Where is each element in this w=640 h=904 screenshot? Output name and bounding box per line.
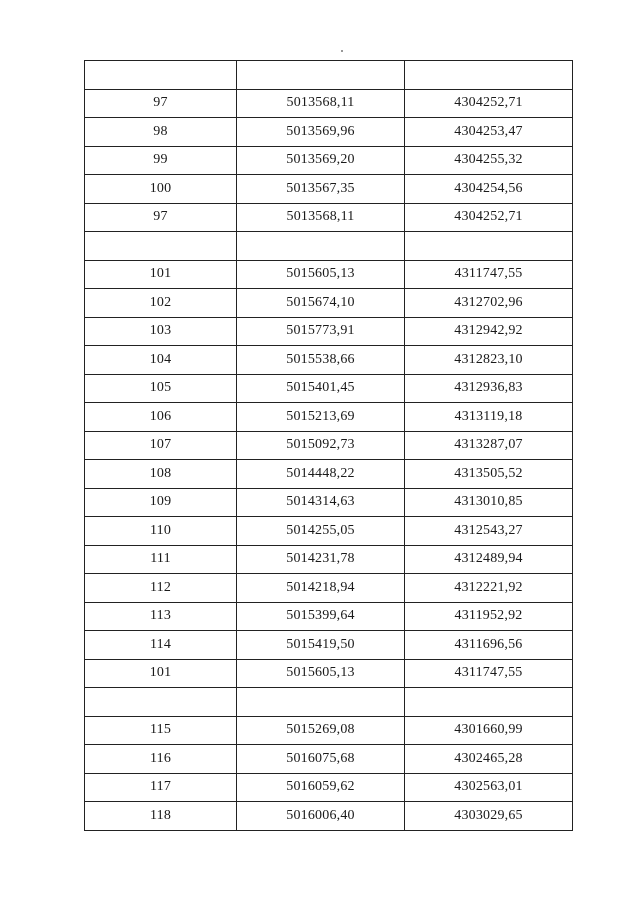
point-number-cell: 118 xyxy=(85,802,237,831)
x-coordinate-cell: 5014314,63 xyxy=(237,488,405,517)
y-coordinate-cell: 4313119,18 xyxy=(405,403,573,432)
table-row xyxy=(85,260,573,289)
y-coordinate-cell: 4312942,92 xyxy=(405,317,573,346)
x-coordinate-cell: 5015419,50 xyxy=(237,631,405,660)
table-row xyxy=(85,659,573,688)
y-coordinate-cell: 4312936,83 xyxy=(405,374,573,403)
table-row xyxy=(85,631,573,660)
point-number-cell: 97 xyxy=(85,89,237,118)
table-row xyxy=(85,773,573,802)
point-number-cell: 98 xyxy=(85,118,237,147)
point-number-cell: 116 xyxy=(85,745,237,774)
y-coordinate-cell: 4311952,92 xyxy=(405,602,573,631)
table-row xyxy=(85,118,573,147)
table-row xyxy=(85,517,573,546)
x-coordinate-cell: 5013568,11 xyxy=(237,89,405,118)
table-row xyxy=(85,488,573,517)
point-number-cell: 112 xyxy=(85,574,237,603)
y-coordinate-cell: 4304252,71 xyxy=(405,89,573,118)
point-number-cell xyxy=(85,232,237,261)
x-coordinate-cell: 5013567,35 xyxy=(237,175,405,204)
point-number-cell: 109 xyxy=(85,488,237,517)
point-number-cell xyxy=(85,688,237,717)
x-coordinate-cell: 5013569,96 xyxy=(237,118,405,147)
x-coordinate-cell: 5015605,13 xyxy=(237,659,405,688)
x-coordinate-cell: 5014218,94 xyxy=(237,574,405,603)
table-row xyxy=(85,545,573,574)
y-coordinate-cell: 4312823,10 xyxy=(405,346,573,375)
point-number-cell: 113 xyxy=(85,602,237,631)
y-coordinate-cell: 4304255,32 xyxy=(405,146,573,175)
point-number-cell: 101 xyxy=(85,260,237,289)
header-cell-point xyxy=(85,61,237,90)
x-coordinate-cell xyxy=(237,688,405,717)
y-coordinate-cell: 4302465,28 xyxy=(405,745,573,774)
table-header-row xyxy=(85,61,573,90)
point-number-cell: 102 xyxy=(85,289,237,318)
y-coordinate-cell: 4302563,01 xyxy=(405,773,573,802)
table-row xyxy=(85,745,573,774)
point-number-cell: 107 xyxy=(85,431,237,460)
table-row xyxy=(85,289,573,318)
coordinates-table xyxy=(84,60,573,831)
table-row xyxy=(85,374,573,403)
y-coordinate-cell xyxy=(405,232,573,261)
y-coordinate-cell: 4303029,65 xyxy=(405,802,573,831)
point-number-cell: 115 xyxy=(85,716,237,745)
point-number-cell: 99 xyxy=(85,146,237,175)
table-row xyxy=(85,460,573,489)
point-number-cell: 101 xyxy=(85,659,237,688)
x-coordinate-cell: 5016006,40 xyxy=(237,802,405,831)
coordinates-table-body xyxy=(85,61,573,831)
point-number-cell: 104 xyxy=(85,346,237,375)
y-coordinate-cell: 4311696,56 xyxy=(405,631,573,660)
table-row xyxy=(85,175,573,204)
y-coordinate-cell: 4304252,71 xyxy=(405,203,573,232)
table-row xyxy=(85,203,573,232)
y-coordinate-cell: 4313287,07 xyxy=(405,431,573,460)
separator-row xyxy=(85,688,573,717)
y-coordinate-cell: 4301660,99 xyxy=(405,716,573,745)
table-row xyxy=(85,602,573,631)
y-coordinate-cell: 4312221,92 xyxy=(405,574,573,603)
table-row xyxy=(85,346,573,375)
header-cell-x xyxy=(237,61,405,90)
separator-row xyxy=(85,232,573,261)
y-coordinate-cell: 4312543,27 xyxy=(405,517,573,546)
point-number-cell: 108 xyxy=(85,460,237,489)
x-coordinate-cell: 5013568,11 xyxy=(237,203,405,232)
point-number-cell: 114 xyxy=(85,631,237,660)
point-number-cell: 100 xyxy=(85,175,237,204)
point-number-cell: 97 xyxy=(85,203,237,232)
table-row xyxy=(85,403,573,432)
point-number-cell: 117 xyxy=(85,773,237,802)
x-coordinate-cell: 5014231,78 xyxy=(237,545,405,574)
table-row xyxy=(85,716,573,745)
point-number-cell: 111 xyxy=(85,545,237,574)
table-row xyxy=(85,89,573,118)
table-row xyxy=(85,574,573,603)
table-row xyxy=(85,431,573,460)
x-coordinate-cell: 5015213,69 xyxy=(237,403,405,432)
x-coordinate-cell: 5016075,68 xyxy=(237,745,405,774)
scan-dot-mark xyxy=(341,50,343,52)
x-coordinate-cell: 5016059,62 xyxy=(237,773,405,802)
y-coordinate-cell: 4311747,55 xyxy=(405,260,573,289)
x-coordinate-cell xyxy=(237,232,405,261)
x-coordinate-cell: 5015773,91 xyxy=(237,317,405,346)
y-coordinate-cell: 4313010,85 xyxy=(405,488,573,517)
y-coordinate-cell: 4312702,96 xyxy=(405,289,573,318)
x-coordinate-cell: 5015605,13 xyxy=(237,260,405,289)
point-number-cell: 106 xyxy=(85,403,237,432)
y-coordinate-cell: 4304254,56 xyxy=(405,175,573,204)
point-number-cell: 110 xyxy=(85,517,237,546)
x-coordinate-cell: 5015269,08 xyxy=(237,716,405,745)
table-row xyxy=(85,146,573,175)
x-coordinate-cell: 5015401,45 xyxy=(237,374,405,403)
y-coordinate-cell: 4311747,55 xyxy=(405,659,573,688)
table-row xyxy=(85,317,573,346)
header-cell-y xyxy=(405,61,573,90)
y-coordinate-cell: 4312489,94 xyxy=(405,545,573,574)
table-row xyxy=(85,802,573,831)
y-coordinate-cell: 4313505,52 xyxy=(405,460,573,489)
x-coordinate-cell: 5013569,20 xyxy=(237,146,405,175)
y-coordinate-cell xyxy=(405,688,573,717)
y-coordinate-cell: 4304253,47 xyxy=(405,118,573,147)
x-coordinate-cell: 5014255,05 xyxy=(237,517,405,546)
point-number-cell: 103 xyxy=(85,317,237,346)
x-coordinate-cell: 5015092,73 xyxy=(237,431,405,460)
x-coordinate-cell: 5015538,66 xyxy=(237,346,405,375)
x-coordinate-cell: 5014448,22 xyxy=(237,460,405,489)
x-coordinate-cell: 5015674,10 xyxy=(237,289,405,318)
x-coordinate-cell: 5015399,64 xyxy=(237,602,405,631)
point-number-cell: 105 xyxy=(85,374,237,403)
